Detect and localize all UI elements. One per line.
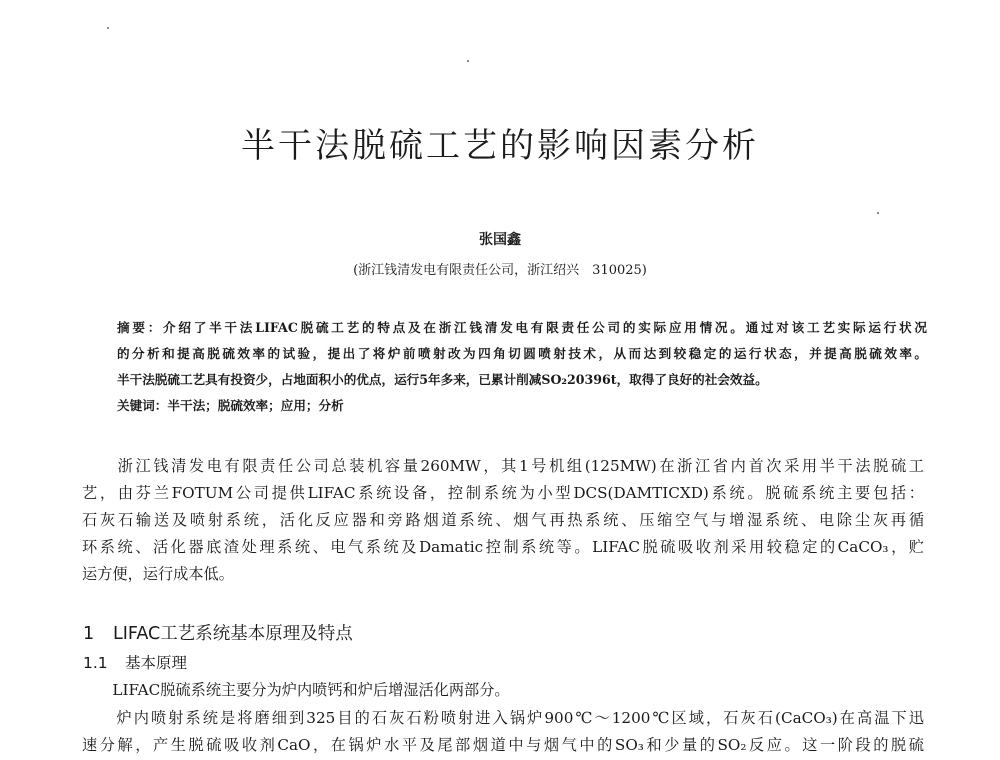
scan-speck	[877, 212, 879, 214]
author-name: 张国鑫	[479, 232, 521, 248]
abstract-line: 摘要：介绍了半干法LIFAC脱硫工艺的特点及在浙江钱清发电有限责任公司的实际应用情况。通过对该工艺实际运行状况	[117, 320, 927, 335]
paragraph-line: 石灰石输送及喷射系统，活化反应器和旁路烟道系统、烟气再热系统、压缩空气与增湿系统、电除尘灰再循	[82, 511, 924, 529]
paragraph-line: 环系统、活化器底渣处理系统、电气系统及Damatic控制系统等。LIFAC脱硫吸收剂采用较稳定的CaCO₃，贮	[82, 538, 924, 556]
author-affiliation: (浙江钱清发电有限责任公司，浙江绍兴 310025)	[353, 263, 647, 278]
paragraph-line: 速分解，产生脱硫吸收剂CaO，在锅炉水平及尾部烟道中与烟气中的SO₃和少量的SO₂反应。这一阶段的脱硫	[82, 736, 924, 754]
paragraph-line: 炉内喷射系统是将磨细到325目的石灰石粉喷射进入锅炉900℃～1200℃区域，石灰石(CaCO₃)在高温下迅	[82, 709, 924, 727]
keywords-line: 关键词：半干法；脱硫效率；应用；分析	[117, 398, 344, 413]
subsection-number: 1.1	[83, 654, 108, 672]
paper-title: 半干法脱硫工艺的影响因素分析	[241, 126, 759, 166]
paragraph-line: LIFAC脱硫系统主要分为炉内喷钙和炉后增湿活化两部分。	[82, 681, 510, 699]
abstract-line: 的分析和提高脱硫效率的试验，提出了将炉前喷射改为四角切圆喷射技术，从而达到较稳定的运行状态，并提高脱硫效率。	[117, 346, 927, 361]
scan-speck	[467, 60, 469, 62]
paragraph-line: 艺，由芬兰FOTUM公司提供LIFAC系统设备，控制系统为小型DCS(DAMTICXD)系统。脱硫系统主要包括：	[82, 484, 924, 502]
subsection-heading	[83, 651, 187, 673]
abstract-line: 半干法脱硫工艺具有投资少，占地面积小的优点，运行5年多来，已累计削减SO₂20396t，取得了良好的社会效益。	[117, 372, 768, 387]
section-number: 1	[83, 624, 95, 644]
paragraph-line: 浙江钱清发电有限责任公司总装机容量260MW，其1号机组(125MW)在浙江省内首次采用半干法脱硫工	[82, 457, 924, 475]
scan-speck	[107, 27, 109, 29]
subsection-title: 基本原理	[125, 654, 188, 672]
paragraph-line: 运方便，运行成本低。	[82, 565, 234, 583]
section-title: LIFAC工艺系统基本原理及特点	[113, 624, 353, 644]
section-heading	[83, 620, 353, 645]
